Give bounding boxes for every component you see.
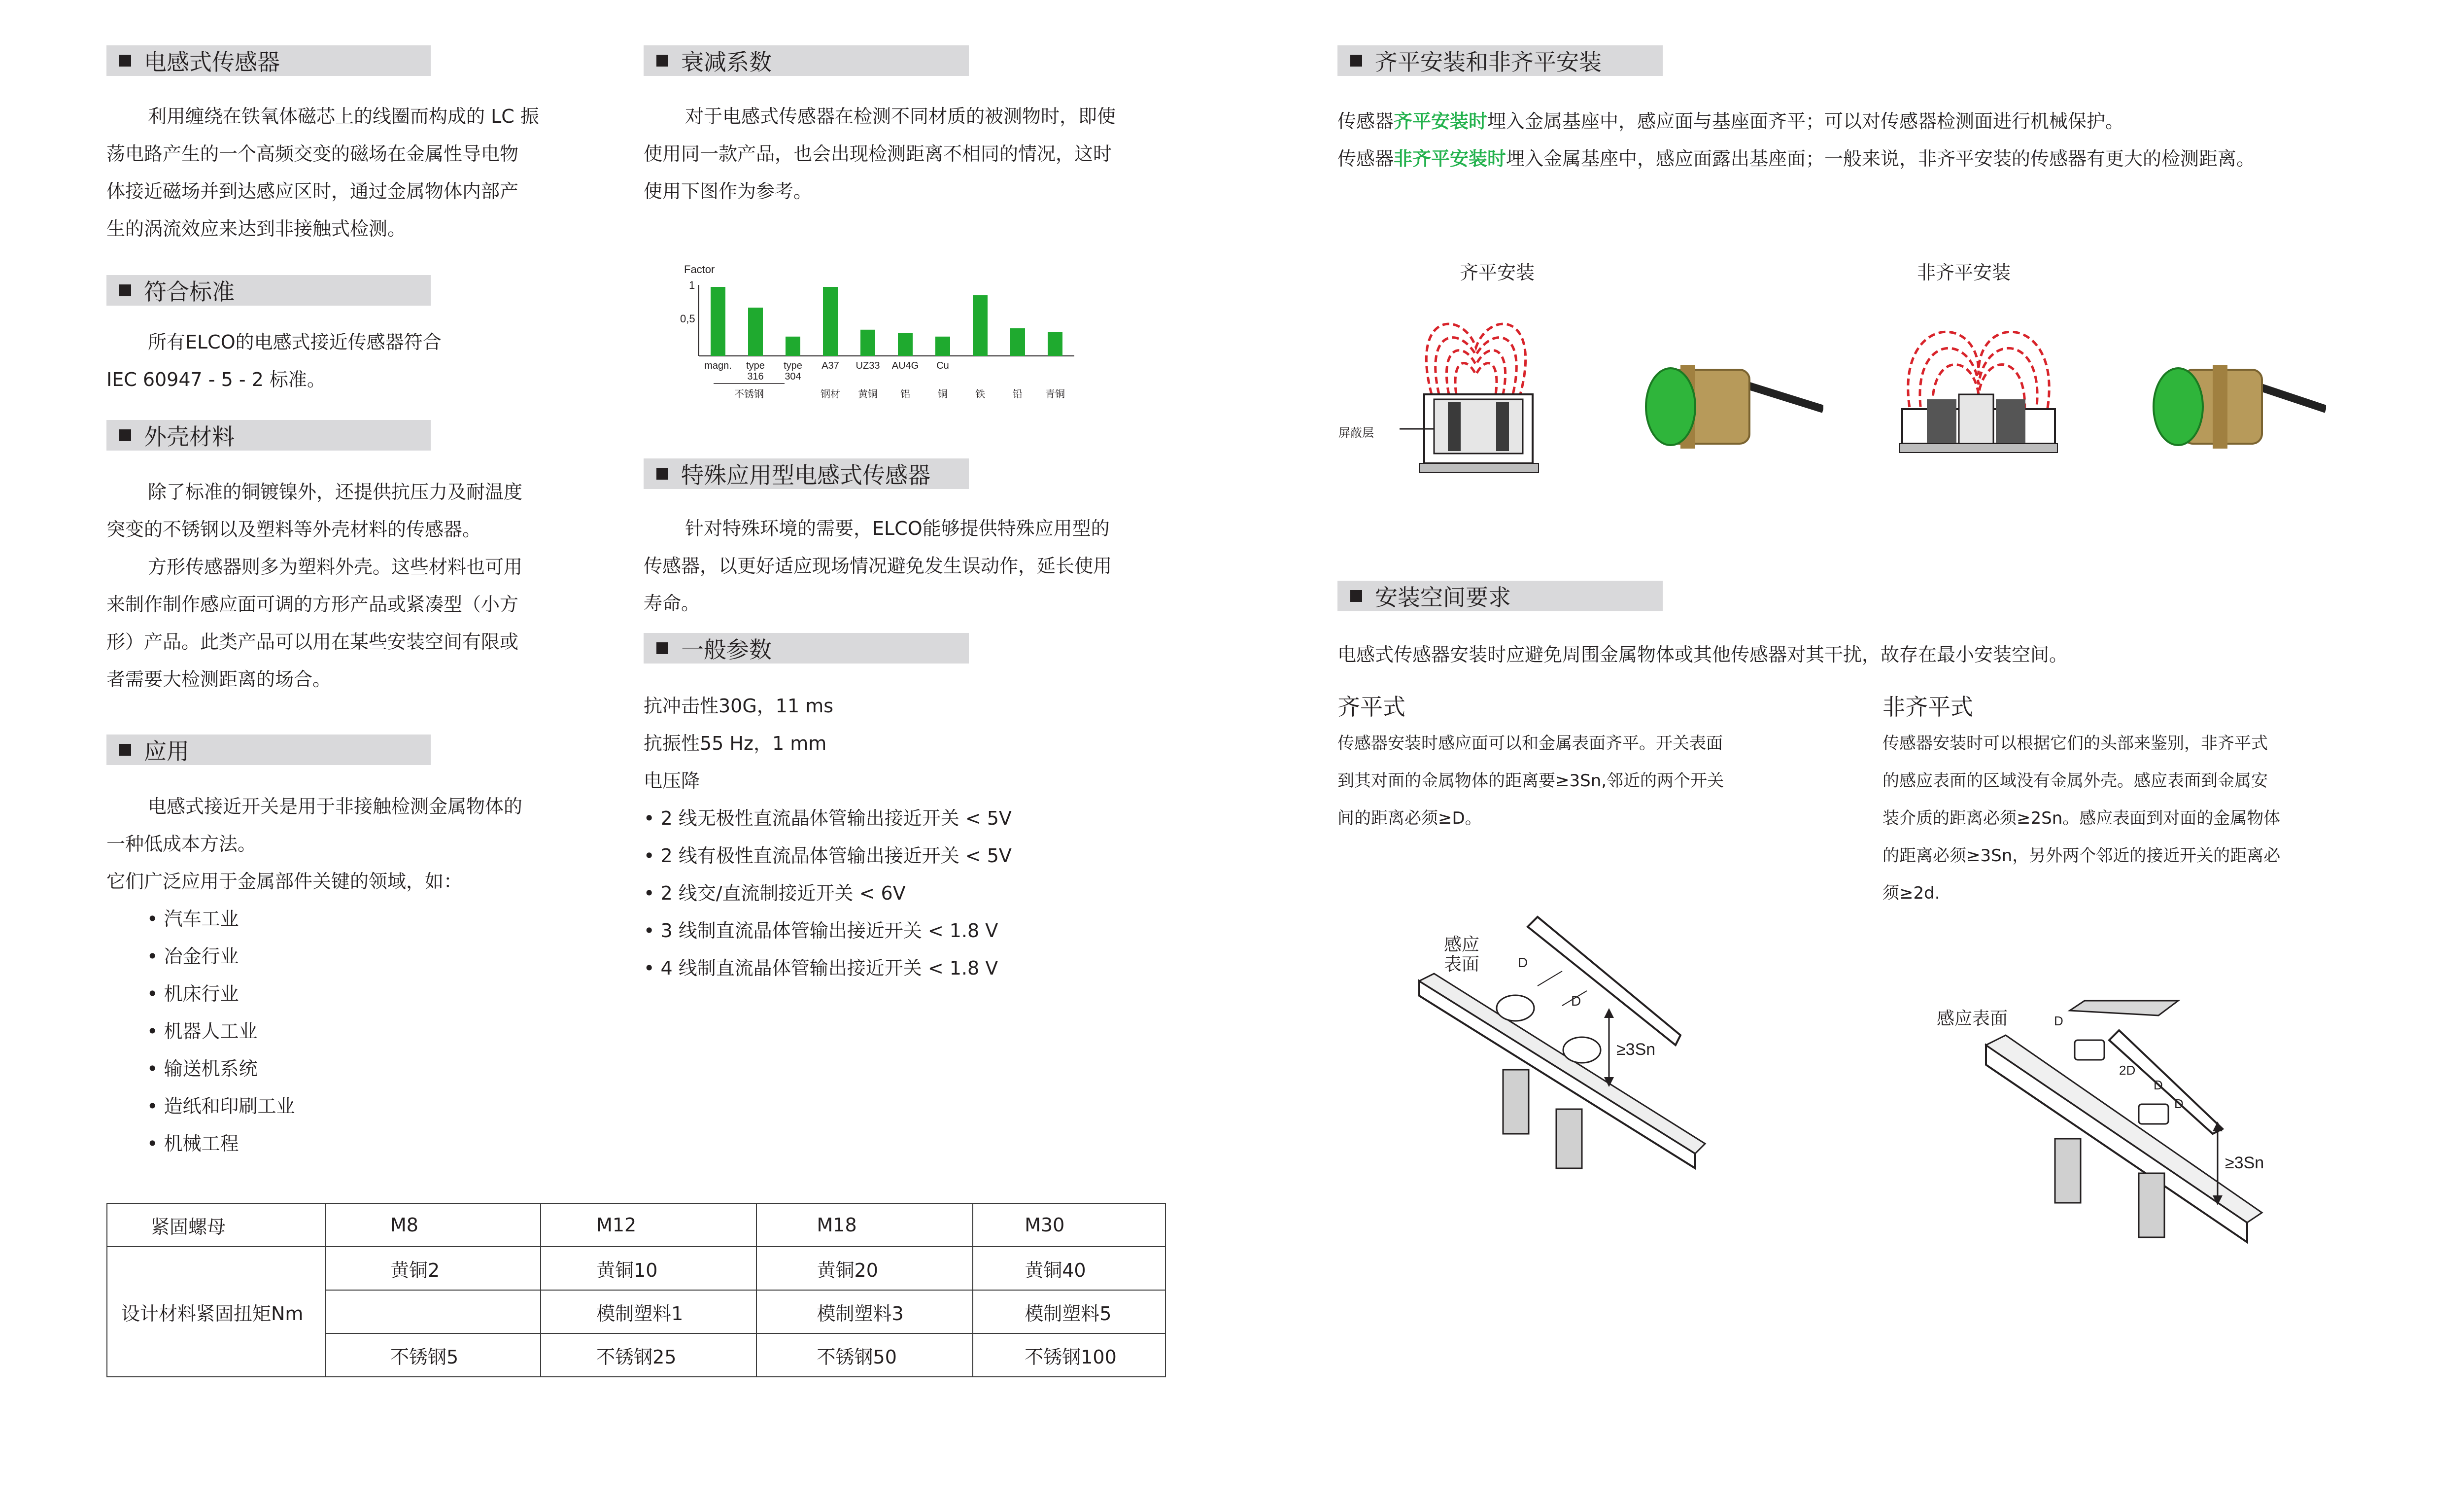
fig1-sn: ≥3Sn <box>1616 1040 1656 1059</box>
text-line: 利用缠绕在铁氧体磁芯上的线圈而构成的 LC 振 <box>148 105 539 127</box>
section-header-application <box>106 735 431 765</box>
fig2-d4: D <box>2174 1096 2184 1111</box>
dim-line <box>1538 971 1562 986</box>
list-item: • 3 线制直流晶体管输出接近开关 < 1.8 V <box>644 920 998 942</box>
text-span: 传感器 <box>1337 148 1394 170</box>
sensor-thread-2 <box>1556 1109 1582 1168</box>
text-span: 埋入金属基座中，感应面与基座面齐平；可以对传感器检测面进行机械保护。 <box>1487 110 2124 132</box>
chart-bar <box>860 330 875 356</box>
table-cell: 黄铜2 <box>326 1247 541 1290</box>
section-title: 安装空间要求 <box>1375 584 1511 611</box>
coil-left <box>1927 399 1956 444</box>
table-cell: 黄铜20 <box>756 1247 973 1290</box>
application-list <box>147 900 295 1162</box>
section-title: 外壳材料 <box>144 423 235 450</box>
space-intro: 电感式传感器安装时应避免周围金属物体或其他传感器对其干扰，故存在最小安装空间。 <box>1337 644 2068 665</box>
text-line: 电压降 <box>644 770 700 792</box>
text-line: 装介质的距离必须≥2Sn。感应表面到对面的金属物体 <box>1882 808 2281 828</box>
text-line: 荡电路产生的一个高频交变的磁场在金属性导电物 <box>106 143 519 165</box>
text-line: 抗振性55 Hz，1 mm <box>644 733 827 754</box>
square-bullet-icon <box>656 642 668 654</box>
text-line: 间的距离必须≥D。 <box>1337 808 1482 828</box>
chart-bar <box>711 287 725 356</box>
section-title: 电感式传感器 <box>144 49 280 75</box>
table-cell: 不锈钢100 <box>973 1333 1165 1377</box>
table-header-cell: M18 <box>756 1203 973 1247</box>
table-header-cell: 紧固螺母 <box>107 1203 326 1247</box>
text-line: 除了标准的铜镀镍外，还提供抗压力及耐温度 <box>148 481 523 503</box>
nonflush-desc <box>1882 725 2375 912</box>
fig2-sn: ≥3Sn <box>2225 1154 2264 1172</box>
list-item: • 机床行业 <box>147 983 239 1005</box>
text-line: 使用下图作为参考。 <box>644 180 813 202</box>
reduction-factor-chart <box>670 256 1094 414</box>
base-plate <box>1419 463 1539 472</box>
list-item: • 机械工程 <box>147 1133 239 1154</box>
text-line: 须≥2d. <box>1882 883 1940 903</box>
text-line: 对于电感式传感器在检测不同材质的被测物时，即使 <box>685 105 1116 127</box>
text-line: 使用同一款产品，也会出现检测距离不相同的情况，这时 <box>644 143 1112 165</box>
square-bullet-icon <box>1350 590 1362 602</box>
fig1-label-b: 表面 <box>1444 954 1480 974</box>
section-title: 特殊应用型电感式传感器 <box>681 462 930 489</box>
chart-bar <box>898 333 913 356</box>
square-bullet-icon <box>119 744 131 756</box>
chart-group-label: 铁 <box>975 388 985 400</box>
housing-paragraph <box>106 473 584 698</box>
table-cell: 不锈钢25 <box>541 1333 756 1377</box>
flush-spacing-figure <box>1414 912 1710 1188</box>
list-item: • 汽车工业 <box>147 908 239 930</box>
chart-bar <box>973 295 988 356</box>
special-paragraph <box>644 510 1186 622</box>
sensor-head-2 <box>2139 1104 2168 1124</box>
text-line: 传感器安装时感应面可以和金属表面齐平。开关表面 <box>1337 734 1723 753</box>
square-bullet-icon <box>119 55 131 67</box>
section-header-reduction <box>644 45 969 76</box>
section-header-special <box>644 458 969 489</box>
chart-bar <box>1010 328 1025 356</box>
text-line: 寿命。 <box>644 593 700 614</box>
chart-bar <box>823 287 838 356</box>
chart-group-label: 不锈钢 <box>734 388 764 400</box>
section-title: 一般参数 <box>681 636 772 663</box>
label-flush: 齐平安装 <box>1460 262 1535 283</box>
text-line: 方形传感器则多为塑料外壳。这些材料也可用 <box>148 556 523 578</box>
sensor-face-2 <box>1563 1037 1601 1063</box>
chart-bar <box>748 308 763 356</box>
text-line: 电感式接近开关是用于非接触检测金属物体的 <box>148 796 523 817</box>
text-line: 一种低成本方法。 <box>106 833 257 855</box>
table-header-cell: M12 <box>541 1203 756 1247</box>
section-header-flush <box>1337 45 1663 76</box>
text-line: 者需要大检测距离的场合。 <box>106 668 332 690</box>
section-title: 应用 <box>144 738 189 765</box>
base-plate <box>1986 1045 2247 1242</box>
table-header-cell: M8 <box>326 1203 541 1247</box>
cable <box>1745 385 1823 409</box>
chart-bars <box>711 287 1062 356</box>
text-line: 体接近磁场并到达感应区时，通过金属物体内部产 <box>106 180 519 202</box>
text-line: 的距离必须≥3Sn，另外两个邻近的接近开关的距离必 <box>1882 846 2281 866</box>
fig2-d1: D <box>2054 1014 2063 1028</box>
chart-bar <box>935 337 950 356</box>
coil-right <box>1496 402 1509 451</box>
flush-subtitle: 齐平式 <box>1337 694 1405 720</box>
section-header-general <box>644 633 969 664</box>
table-cell: 不锈钢5 <box>326 1333 541 1377</box>
list-item: • 2 线有极性直流晶体管输出接近开关 < 5V <box>644 845 1012 867</box>
sensor-photo-flush <box>1636 345 1823 463</box>
table-cell: 黄铜40 <box>973 1247 1165 1290</box>
table-cell: 黄铜10 <box>541 1247 756 1290</box>
sensor-face-1 <box>1497 995 1534 1021</box>
fig2-d3: D <box>2154 1078 2163 1092</box>
chart-ylabel: Factor <box>684 263 715 276</box>
fig1-d1: D <box>1518 955 1528 970</box>
base-plate <box>1900 444 2057 453</box>
table-row-label: 设计材料紧固扭矩Nm <box>107 1247 326 1377</box>
highlight-text: 非齐平安装时 <box>1394 148 1506 170</box>
list-item: • 4 线制直流晶体管输出接近开关 < 1.8 V <box>644 957 998 979</box>
table-cell: 模制塑料3 <box>756 1290 973 1333</box>
table-cell: 不锈钢50 <box>756 1333 973 1377</box>
chart-bar <box>1048 332 1062 356</box>
text-line: IEC 60947 - 5 - 2 标准。 <box>106 369 326 390</box>
list-item: • 冶金行业 <box>147 945 239 967</box>
section-header-space <box>1337 581 1663 611</box>
standard-paragraph <box>106 323 584 398</box>
fig2-d2: 2D <box>2119 1063 2136 1078</box>
square-bullet-icon <box>119 429 131 441</box>
flush-desc <box>1337 725 1830 837</box>
inductive-paragraph <box>106 98 584 247</box>
list-item: • 2 线交/直流制接近开关 < 6V <box>644 882 906 904</box>
sensor-photo-nonflush <box>2139 345 2326 463</box>
text-line: 突变的不锈钢以及塑料等外壳材料的传感器。 <box>106 519 481 540</box>
chart-category-label: type <box>784 360 802 371</box>
label-nonflush: 非齐平安装 <box>1917 262 2011 283</box>
text-line <box>1337 103 2446 140</box>
text-line: 生的涡流效应来达到非接触式检测。 <box>106 218 407 240</box>
table-row <box>107 1247 1165 1290</box>
chart-category-label: UZ33 <box>856 360 880 371</box>
text-line: 抗冲击性30G，11 ms <box>644 695 834 717</box>
list-item: • 2 线无极性直流晶体管输出接近开关 < 5V <box>644 807 1012 829</box>
fig1-d2: D <box>1571 993 1581 1009</box>
chart-group-label: 铜 <box>938 388 948 400</box>
coil-right <box>1996 399 2025 444</box>
square-bullet-icon <box>1350 55 1362 67</box>
highlight-text: 齐平安装时 <box>1394 110 1488 132</box>
chart-bar <box>786 337 800 356</box>
cable <box>2252 385 2326 409</box>
chart-category-label: 316 <box>747 371 764 382</box>
square-bullet-icon <box>656 55 668 67</box>
text-line: 形）产品。此类产品可以用在某些安装空间有限或 <box>106 631 519 653</box>
fig2-label: 感应表面 <box>1937 1009 2008 1028</box>
coil-left <box>1448 402 1461 451</box>
text-line: 的感应表面的区域没有金属外壳。感应表面到金属安 <box>1882 771 2268 791</box>
general-paragraph <box>644 687 1186 987</box>
chart-category-label: A37 <box>821 360 839 371</box>
chart-group-labels <box>734 388 1065 400</box>
nonflush-spacing-figure <box>1922 986 2296 1262</box>
section-title: 衰减系数 <box>681 49 772 75</box>
table-cell: 模制塑料1 <box>541 1290 756 1333</box>
sensing-face <box>2154 368 2203 445</box>
magnetic-field-lines <box>1426 324 1525 394</box>
chart-category-label: type <box>746 360 765 371</box>
chart-group-label: 铝 <box>900 388 910 400</box>
chart-category-label: Cu <box>936 360 949 371</box>
flush-paragraph <box>1337 103 2446 177</box>
square-bullet-icon <box>656 468 668 480</box>
list-item: • 造纸和印刷工业 <box>147 1095 295 1117</box>
ferrite-core <box>1959 394 1993 444</box>
chart-group-label: 黄铜 <box>858 388 878 400</box>
chart-category-label: magn. <box>704 360 732 371</box>
text-line: 来制作制作感应面可调的方形产品或紧凑型（小方 <box>106 594 519 615</box>
chart-group-label: 青铜 <box>1045 388 1065 400</box>
list-item: • 机器人工业 <box>147 1020 258 1042</box>
chart-group-label: 钢材 <box>821 388 840 400</box>
ferrite-core <box>1434 399 1523 454</box>
reduction-paragraph <box>644 98 1186 210</box>
sensor-thread-1 <box>2055 1139 2081 1203</box>
sensor-thread-2 <box>2139 1173 2164 1237</box>
top-plate <box>1528 917 1680 1045</box>
section-header-housing <box>106 420 431 451</box>
chart-category-label: AU4G <box>891 360 919 371</box>
text-line <box>1337 140 2446 177</box>
fig1-label-a: 感应 <box>1444 935 1480 954</box>
sensor-thread-1 <box>1503 1070 1529 1134</box>
table-header-cell: M30 <box>973 1203 1165 1247</box>
text-span: 传感器 <box>1337 110 1394 132</box>
sensor-head-1 <box>2075 1040 2104 1060</box>
chart-ytick: 0,5 <box>680 313 695 325</box>
shield-label: 屏蔽层 <box>1338 426 1374 440</box>
chart-category-label: 304 <box>785 371 801 382</box>
text-line: 它们广泛应用于金属部件关键的领域，如： <box>106 871 463 892</box>
list-item: • 输送机系统 <box>147 1058 258 1080</box>
chart-group-label: 铅 <box>1013 388 1023 400</box>
text-line: 传感器安装时可以根据它们的头部来鉴别，非齐平式 <box>1882 734 2268 753</box>
flush-mount-diagram <box>1335 301 1611 483</box>
section-header-inductive <box>106 45 431 76</box>
nonflush-subtitle: 非齐平式 <box>1882 694 1973 720</box>
text-line: 针对特殊环境的需要，ELCO能够提供特殊应用型的 <box>685 518 1110 539</box>
chart-categories <box>704 360 949 382</box>
chart-ytick: 1 <box>689 279 695 291</box>
text-line: 到其对面的金属物体的距离要≥3Sn,邻近的两个开关 <box>1337 771 1724 791</box>
arrow-head-icon <box>1604 1008 1614 1018</box>
section-title: 齐平安装和非齐平安装 <box>1375 49 1602 75</box>
table-cell <box>326 1290 541 1333</box>
section-title: 符合标准 <box>144 279 235 305</box>
top-plate <box>2070 1001 2178 1015</box>
section-header-standard <box>106 275 431 306</box>
torque-table <box>106 1203 1166 1377</box>
square-bullet-icon <box>119 284 131 296</box>
table-row <box>107 1203 1165 1247</box>
table-cell: 模制塑料5 <box>973 1290 1165 1333</box>
nonflush-mount-diagram <box>1873 296 2099 483</box>
sensing-face <box>1646 368 1695 445</box>
application-paragraph <box>106 788 584 900</box>
text-span: 埋入金属基座中，感应面露出基座面；一般来说，非齐平安装的传感器有更大的检测距离。 <box>1506 148 2256 170</box>
sensor-nut <box>2213 365 2227 449</box>
text-line: 所有ELCO的电感式接近传感器符合 <box>148 331 442 353</box>
text-line: 传感器，以更好适应现场情况避免发生误动作，延长使用 <box>644 555 1112 577</box>
